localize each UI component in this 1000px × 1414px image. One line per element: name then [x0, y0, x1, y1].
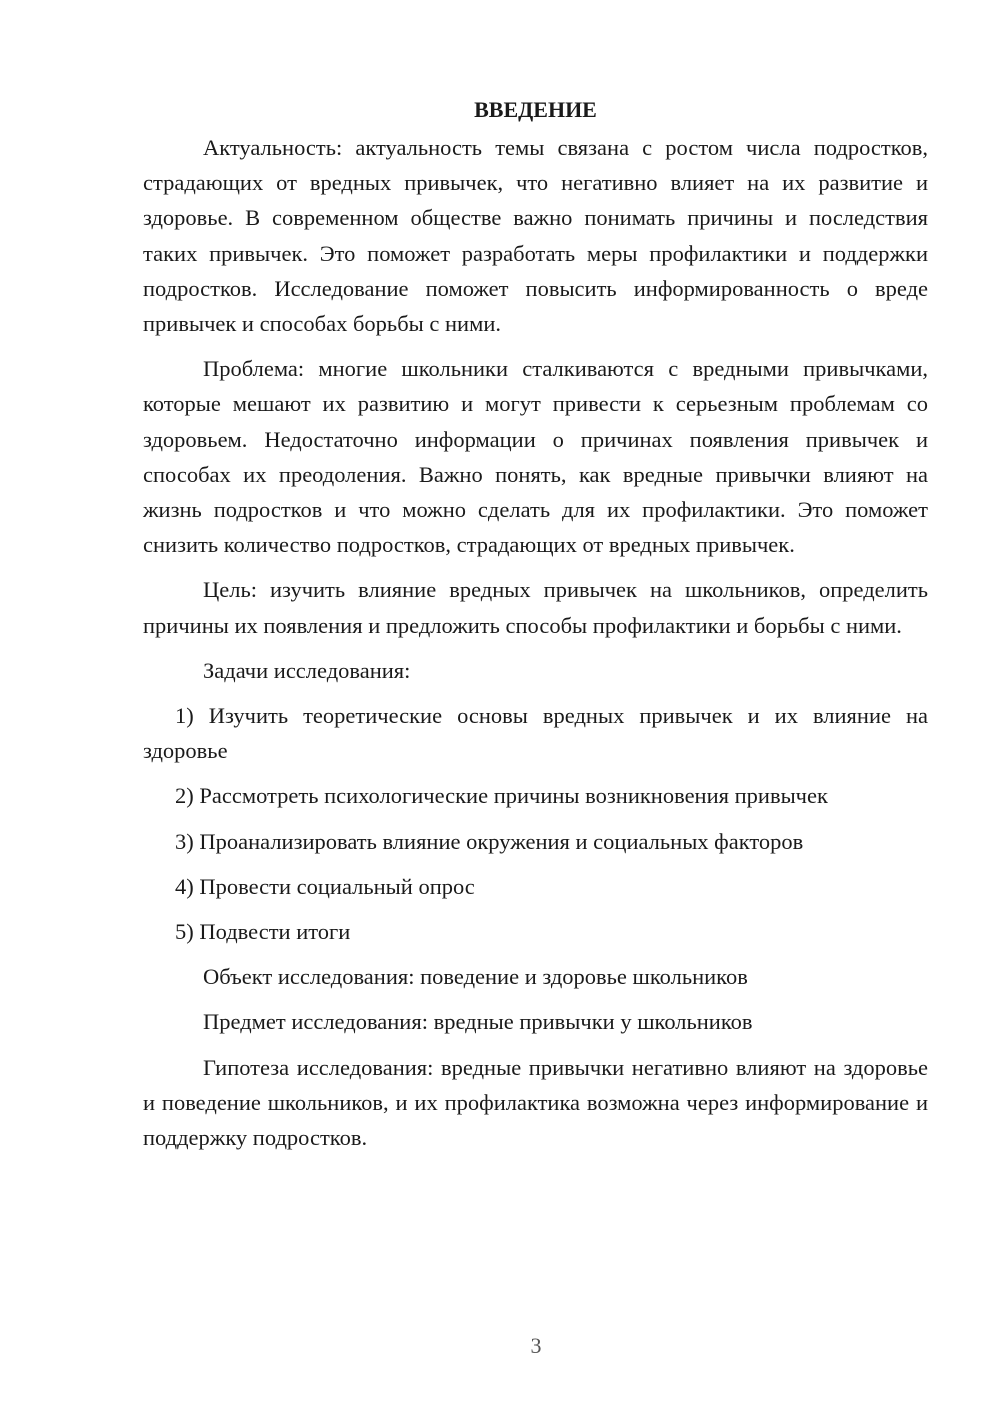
- task-item-2: 2) Рассмотреть психологические причины возникновения привычек: [175, 783, 828, 809]
- task-item-4: 4) Провести социальный опрос: [175, 873, 475, 899]
- section-title: ВВЕДЕНИЕ: [474, 97, 597, 122]
- page-number: 3: [530, 1333, 542, 1358]
- problem-paragraph: Проблема: многие школьники сталкиваются с вредными привычками, которые мешают их развитию и могут привести к серьезным проблемам со здоровьем. Недостаточно информации о причинах появления привычек и способах их преодоления. Важно понять, как вредные привычки влияют на жизнь подростков и что можно сделать для их профилактики. Это поможет снизить количество подростков, страдающих от вредных привычек.: [143, 356, 928, 558]
- relevance-paragraph: Актуальность: актуальность темы связана с ростом числа подростков, страдающих от вредных привычек, что негативно влияет на их развитие и здоровье. В современном обществе важно понимать причины и последствия таких привычек. Это поможет разработать меры профилактики и поддержки подростков. Исследование поможет повысить информированность о вреде привычек и способах борьбы с ними.: [143, 135, 928, 337]
- document-page: [143, 92, 928, 1165]
- task-item-3: 3) Проанализировать влияние окружения и социальных факторов: [175, 828, 804, 854]
- task-item-1: 1) Изучить теоретические основы вредных привычек и их влияние на здоровье: [143, 703, 928, 764]
- tasks-heading: Задачи исследования:: [203, 657, 411, 683]
- task-item-5: 5) Подвести итоги: [175, 919, 351, 945]
- object-paragraph: Объект исследования: поведение и здоровье школьников: [203, 964, 748, 990]
- goal-paragraph: Цель: изучить влияние вредных привычек на школьников, определить причины их появления и предложить способы профилактики и борьбы с ними.: [143, 577, 928, 638]
- subject-paragraph: Предмет исследования: вредные привычки у школьников: [203, 1009, 753, 1035]
- hypothesis-paragraph: Гипотеза исследования: вредные привычки негативно влияют на здоровье и поведение школьников, и их профилактика возможна через информирование и поддержку подростков.: [143, 1054, 928, 1151]
